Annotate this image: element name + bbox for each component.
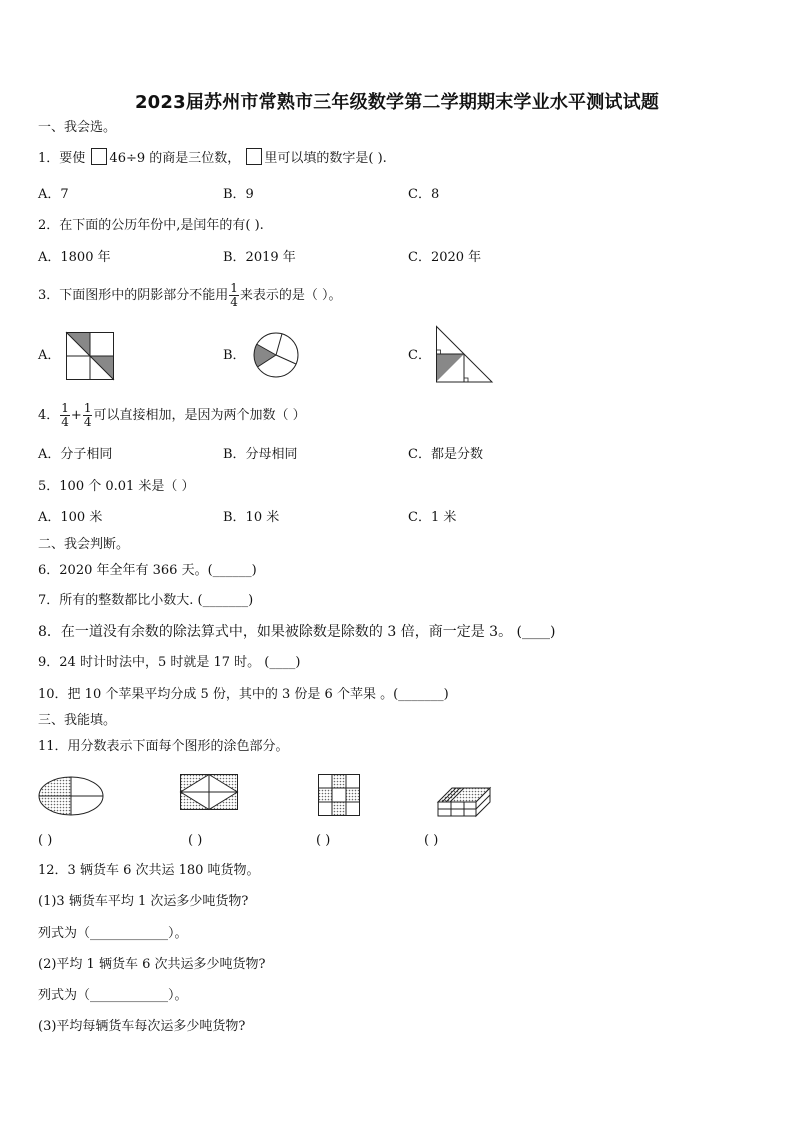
page-title: 2023届苏州市常熟市三年级数学第二学期期末学业水平测试试题 bbox=[134, 92, 660, 113]
q11-blank-2: ( ) bbox=[188, 833, 203, 848]
question-5: 5．100 个 0.01 米是（ ） bbox=[38, 479, 195, 494]
q2-option-b: B．2019 年 bbox=[223, 250, 296, 265]
question-8: 8．在一道没有余数的除法算式中，如果被除数是除数的 3 倍，商一定是 3。 (____) bbox=[38, 624, 556, 640]
q1-text-post: 里可以填的数字是( ). bbox=[264, 151, 387, 166]
q4-option-b: B．分母相同 bbox=[223, 447, 298, 462]
fraction bbox=[229, 282, 239, 309]
q12-answer-1: 列式为（____________）。 bbox=[38, 926, 188, 941]
q4-option-a: A．分子相同 bbox=[38, 447, 113, 462]
shaded-triangle bbox=[436, 354, 464, 382]
blank-box bbox=[91, 148, 107, 165]
q3-option-a: A． bbox=[38, 348, 61, 363]
q1-text-pre: 1．要使 bbox=[38, 151, 86, 166]
figure-square-grid bbox=[66, 332, 114, 380]
q3-option-c: C． bbox=[408, 348, 431, 363]
q5-option-b: B．10 米 bbox=[223, 510, 280, 525]
q1-option-b: B．9 bbox=[223, 187, 254, 202]
question-6: 6．2020 年全年有 366 天。(______) bbox=[38, 563, 257, 578]
q5-option-a: A．100 米 bbox=[38, 510, 103, 525]
q2-option-c: C．2020 年 bbox=[408, 250, 482, 265]
figure-right-triangle bbox=[436, 326, 494, 384]
question-12: 12．3 辆货车 6 次共运 180 吨货物。 bbox=[38, 863, 260, 878]
blank-box bbox=[246, 148, 262, 165]
fraction-denominator: 4 bbox=[83, 415, 92, 429]
fraction-numerator: 1 bbox=[61, 401, 69, 415]
q11-blank-1: ( ) bbox=[38, 833, 53, 848]
fraction bbox=[83, 402, 93, 429]
q12-sub-1: (1)3 辆货车平均 1 次运多少吨货物? bbox=[38, 894, 249, 909]
fraction bbox=[60, 402, 70, 429]
question-3 bbox=[38, 282, 342, 309]
q11-blank-4: ( ) bbox=[424, 833, 439, 848]
q12-sub-3: (3)平均每辆货车每次运多少吨货物? bbox=[38, 1019, 246, 1034]
q1-option-c: C．8 bbox=[408, 187, 440, 202]
fraction-denominator: 4 bbox=[230, 295, 238, 309]
plus-sign: + bbox=[70, 408, 82, 423]
figure-ellipse bbox=[38, 776, 104, 816]
question-11: 11．用分数表示下面每个图形的涂色部分。 bbox=[38, 739, 289, 754]
question-2: 2．在下面的公历年份中,是闰年的有( ). bbox=[38, 218, 264, 233]
fraction-numerator: 1 bbox=[83, 401, 92, 415]
q1-option-a: A．7 bbox=[38, 187, 69, 202]
q4-prefix: 4． bbox=[38, 408, 60, 423]
question-10: 10．把 10 个苹果平均分成 5 份，其中的 3 份是 6 个苹果 。(_______) bbox=[38, 687, 449, 702]
figure-grid-cross bbox=[318, 774, 360, 816]
q4-option-c: C．都是分数 bbox=[408, 447, 483, 462]
q2-option-a: A．1800 年 bbox=[38, 250, 111, 265]
section-heading-judge: 二、我会判断。 bbox=[38, 537, 130, 552]
figure-circle-sector bbox=[252, 331, 300, 379]
q1-text-mid: 46÷9 的商是三位数， bbox=[109, 151, 241, 166]
fraction-denominator: 4 bbox=[61, 415, 69, 429]
q5-option-c: C．1 米 bbox=[408, 510, 457, 525]
q3-option-b: B． bbox=[223, 348, 246, 363]
figure-rectangle-rhombus bbox=[180, 774, 238, 810]
q4-text-post: 可以直接相加，是因为两个加数（ ） bbox=[93, 408, 306, 423]
section-heading-fill: 三、我能填。 bbox=[38, 713, 117, 728]
figure-cuboid-stack bbox=[438, 778, 490, 818]
section-heading-choice: 一、我会选。 bbox=[38, 120, 117, 135]
question-4 bbox=[38, 402, 306, 429]
q3-text-pre: 3．下面图形中的阴影部分不能用 bbox=[38, 288, 229, 303]
question-7: 7．所有的整数都比小数大. (_______) bbox=[38, 593, 254, 608]
q12-answer-2: 列式为（____________）。 bbox=[38, 988, 188, 1003]
question-9: 9．24 时计时法中，5 时就是 17 时。 (____) bbox=[38, 655, 301, 670]
shaded-sector bbox=[254, 344, 276, 367]
q11-blank-3: ( ) bbox=[316, 833, 331, 848]
question-1 bbox=[38, 148, 387, 169]
q12-sub-2: (2)平均 1 辆货车 6 次共运多少吨货物? bbox=[38, 957, 266, 972]
fraction-numerator: 1 bbox=[230, 281, 238, 295]
q3-text-post: 来表示的是（ ）。 bbox=[239, 288, 342, 303]
